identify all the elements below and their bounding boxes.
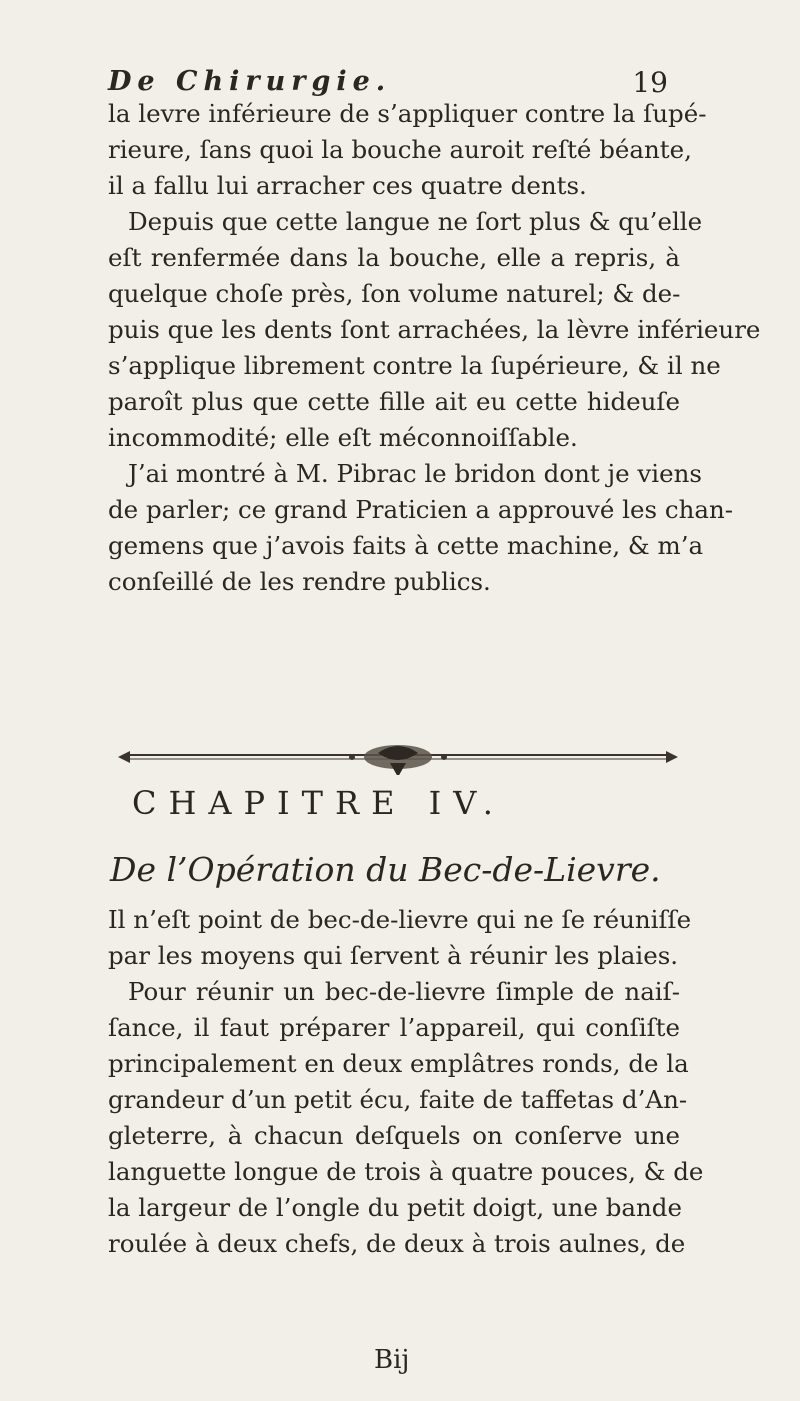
text-line: par les moyens qui ſervent à réunir les plaies. <box>108 941 679 970</box>
text-line: Depuis que cette langue ne ſort plus & qu’elle <box>128 207 703 236</box>
text-line: languette longue de trois à quatre pouces, & de <box>108 1157 704 1186</box>
running-title: De Chirurgie. <box>108 66 392 97</box>
text-line: de parler; ce grand Praticien a approuvé les chan- <box>108 495 734 524</box>
text-line: puis que les dents ſont arrachées, la lèvre inférieure <box>108 315 761 344</box>
text-line: ſance, il faut préparer l’appareil, qui conſiſte <box>108 1013 680 1042</box>
text-line: eſt renfermée dans la bouche, elle a repris, à <box>108 243 680 272</box>
text-line: paroît plus que cette fille ait eu cette hideuſe <box>108 387 680 416</box>
text-line: gemens que j’avois faits à cette machine, & m’a <box>108 531 704 560</box>
text-line: roulée à deux chefs, de deux à trois aulnes, de <box>108 1229 686 1258</box>
text-block-top <box>108 96 761 600</box>
text-line: il a fallu lui arracher ces quatre dents. <box>108 171 587 200</box>
text-line: rieure, ſans quoi la bouche auroit reſté béante, <box>108 135 692 164</box>
text-line: J’ai montré à M. Pibrac le bridon dont je viens <box>128 459 702 488</box>
text-line: gleterre, à chacun deſquels on conſerve une <box>108 1121 680 1150</box>
running-header <box>108 66 668 99</box>
text-line: incommodité; elle eſt méconnoiſſable. <box>108 423 578 452</box>
chapter-title: CHAPITRE IV. <box>132 784 505 822</box>
ornament-rule <box>118 735 678 775</box>
signature-mark: Bij <box>374 1345 410 1375</box>
text-line: grandeur d’un petit écu, faite de taffetas d’An- <box>108 1085 688 1114</box>
section-title: De l’Opération du Bec-de-Lievre. <box>110 850 661 889</box>
text-line: la largeur de l’ongle du petit doigt, une bande <box>108 1193 682 1222</box>
text-block-chapter <box>108 902 704 1262</box>
text-line: quelque choſe près, ſon volume naturel; & de- <box>108 279 681 308</box>
text-line: Il n’eſt point de bec-de-lievre qui ne ſe réuniſſe <box>108 905 692 934</box>
text-line: principalement en deux emplâtres ronds, de la <box>108 1049 689 1078</box>
text-line: conſeillé de les rendre publics. <box>108 567 491 596</box>
page-number: 19 <box>632 66 668 99</box>
text-line: s’applique librement contre la ſupérieure, & il ne <box>108 351 721 380</box>
text-line: la levre inférieure de s’appliquer contre la ſupé- <box>108 99 707 128</box>
text-line: Pour réunir un bec-de-lievre ſimple de naiſ- <box>128 977 680 1006</box>
